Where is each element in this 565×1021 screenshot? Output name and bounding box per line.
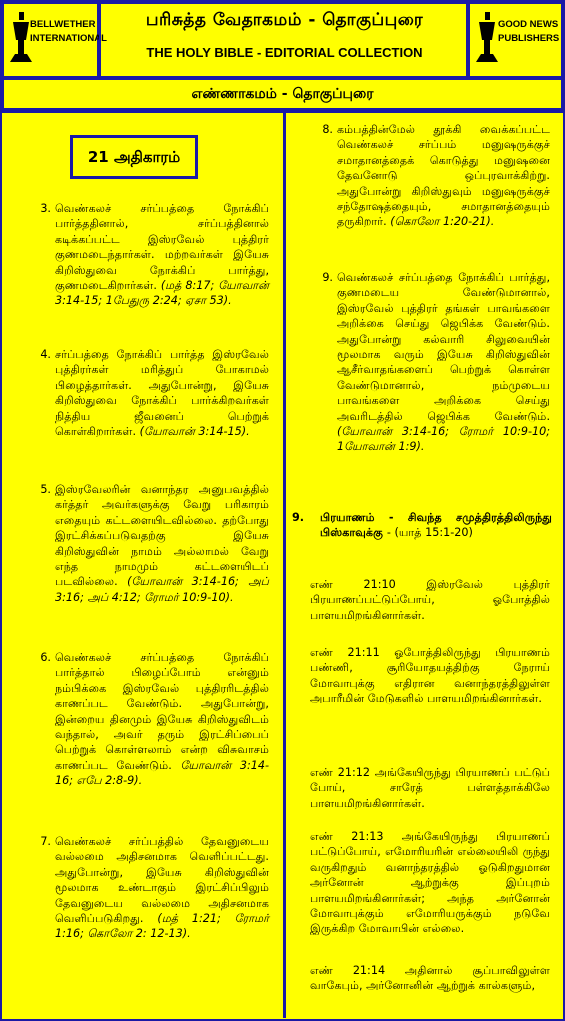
logo-right-text [498, 18, 559, 46]
point-8 [322, 122, 550, 230]
point-reference: (யோவான் 3:14-16; அப் 3:16; அப் 4:12; ரோமர் 10:9-10). [55, 575, 269, 604]
title-english: THE HOLY BIBLE - EDITORIAL COLLECTION [146, 45, 423, 60]
chapter-heading: 21 அதிகாரம் [70, 135, 198, 179]
left-column [2, 113, 286, 1018]
bellwether-logo [2, 2, 107, 78]
point-reference: (யோவான் 3:14-16; ரோமர் 10:9-10; 1யோவான் 1:9). [337, 425, 550, 454]
point-7 [40, 834, 269, 942]
point-text: வெண்கலச் சர்ப்பத்தை நோக்கிப் பார்த்தால் பிழைப்போம் என்னும் நம்பிக்கை இஸ்ரவேல் புத்திரரிடத்தில் காணப்பட வேண்டும். அதுபோன்று, இன்றைய தினமும் இயேசு கிறிஸ்துவிடம் வந்தால், அவர் தரும் இரட்சிப்பைப் பெற்றுக் கொள்ளலாம் என்ற விசுவாசம் காணப்பட வேண்டும். [55, 651, 269, 772]
point-5 [40, 482, 269, 605]
point-text: வெண்கலச் சர்ப்பத்தை நோக்கிப் பார்த்து, குணமடைய வேண்டுமானால், இஸ்ரவேல் புத்திரர் தங்கள் பாவங்களை அறிக்கை செய்து ஜெபிக்க வேண்டும். அதுபோன்று கல்வாரி சிலுவையின் மூலமாக வரும் இயேசு கிறிஸ்துவின் ஆசீர்வாதங்களைப் பெற்றுக் கொள்ள வேண்டுமானால், நம்முடைய பாவங்களை அறிக்கை செய்து அவரிடத்தில் ஜெபிக்க வேண்டும். [337, 271, 550, 423]
point-number: 3. [40, 202, 51, 215]
point-text: சர்ப்பத்தை நோக்கிப் பார்த்த இஸ்ரவேல் புத்திரர்கள் மரித்துப் போகாமல் பிழைத்தார்கள். அதுபோன்று, இயேசு கிறிஸ்துவை நோக்கிப் பார்க்கிறவர்கள் நித்திய ஜீவனைப் பெற்றுக் கொள்கிறார்கள். [55, 348, 269, 439]
journey-stop: எண் 21:12 அங்கேயிருந்து பிரயாணப் பட்டுப் போய், சாரேத் பள்ளத்தாக்கிலே பாளயமிறங்கினார்கள். [310, 766, 550, 810]
lamp-icon [474, 10, 500, 68]
journey-stop: எண் 21:13 அங்கேயிருந்து பிரயாணப் பட்டுப்போய், எமோரியரின் எல்லையிலி ருந்து வருகிறதும் வனாந்தரத்தில் ஓடுகிறதுமான அர்னோன் ஆற்றுக்கு இப்புறம் பாளயமிறங்கினார்கள்; அந்த அர்னோன் மோவாபுக்கும் எமோரியருக்கும் நடுவே இருக்கிற மோவாபின் எல்லை. [310, 830, 550, 936]
point-number: 7. [40, 835, 51, 848]
book-subtitle: எண்ணாகமம் - தொகுப்புரை [2, 78, 563, 110]
point-3 [40, 201, 269, 309]
point-reference: (மத் 1:21; ரோமர் 1:16; கொலோ 2: 12-13). [55, 912, 269, 941]
point-text: வெண்கலச் சர்ப்பத்தை நோக்கிப் பார்த்ததினால், சர்ப்பத்தினால் கடிக்கப்பட்ட இஸ்ரவேல் புத்திரர் குணமடைந்தார்கள். மற்றவர்கள் இயேசு கிறிஸ்துவை நோக்கிப் பார்த்து, குணமடைகிறார்கள். [55, 202, 269, 293]
point-reference: யோவான் 3:14-16; எபே 2:8-9). [55, 758, 270, 788]
journey-reference: - (யாத் 15:1-20) [386, 526, 473, 540]
journey-stop: எண் 21:10 இஸ்ரவேல் புத்திரர் பிரயாணப்பட்டுப்போய், ஓபோத்தில் பாளயமிறங்கினார்கள். [310, 578, 550, 622]
logo-left-line1: BELLWETHER [30, 19, 96, 30]
logo-right-line2: PUBLISHERS [498, 33, 560, 44]
journey-title: பிரயாணம் - சிவந்த சமுத்திரத்திலிருந்து பிஸ்காவுக்கு [320, 511, 552, 540]
title-box [99, 2, 470, 78]
good-news-logo [466, 2, 563, 78]
journey-stop: எண் 21:14 அதினால் சூப்பாவிலுள்ள வாகேபும், அர்னோனின் ஆற்றுக் கால்களும், [310, 964, 550, 993]
logo-left-text [30, 18, 107, 46]
journey-number: 9. [292, 511, 305, 524]
point-number: 8. [322, 123, 333, 136]
point-number: 6. [40, 651, 51, 664]
point-reference: (கொலோ 1:20-21). [390, 215, 495, 229]
point-text: கம்பத்தின்மேல் தூக்கி வைக்கப்பட்ட வெண்கலச் சர்ப்பம் மனுஷருக்குச் சமாதானத்தைக் கொடுத்து மனுஷனை தேவனோடு ஒப்புரவாக்கிற்று. அதுபோன்று கிறிஸ்துவும் மனுஷருக்குச் சந்தோஷத்தையும், சமாதானத்தையும் தருகிறார். [337, 123, 550, 229]
logo-right-line1: GOOD NEWS [498, 19, 559, 30]
title-tamil: பரிசுத்த வேதாகமம் - தொகுப்புரை [145, 10, 424, 30]
header [2, 2, 563, 76]
point-reference: (மத் 8:17; யோவான் 3:14-15; 1பேதுரு 2:24; ஏசா 53). [55, 279, 269, 308]
logo-left-line2: INTERNATIONAL [30, 33, 107, 44]
point-number: 4. [40, 348, 51, 361]
point-number: 9. [322, 271, 333, 284]
point-number: 5. [40, 483, 51, 496]
journey-stop: எண் 21:11 ஓபோத்திலிருந்து பிரயாணம் பண்ணி, சூரியோதயத்திற்கு நேராய் மோவாபுக்கு எதிரான வனாந்தரத்திலுள்ள அபாரீமின் மேடுகளில் பாளயமிறங்கினார்கள். [310, 646, 550, 706]
point-text: வெண்கலச் சர்ப்பத்தில் தேவனுடைய வல்லமை அதிசனமாக வெளிப்பட்டது. அதுபோன்று, இயேசு கிறிஸ்துவின் மூலமாக உண்டாகும் இரட்சிப்பிலும் தேவனுடைய வல்லமை அதிசனமாக வெளிப்படுகிறது. [55, 835, 269, 926]
point-9 [322, 270, 550, 455]
point-text: இஸ்ரவேலரின் வனாந்தர அனுபவத்தில் கர்த்தர் அவர்களுக்கு வேறு பரிகாரம் எதையும் கட்டளையிடவில்லை. தற்போது இரட்சிக்கப்படுவதற்கு இயேசு கிறிஸ்துவின் நாமம் அல்லாமல் வேறு எந்த நாமமும் கட்டளையிடப் படவில்லை. [55, 483, 269, 589]
point-4 [40, 347, 269, 439]
right-column [286, 113, 561, 1018]
journey-title-block [320, 510, 552, 541]
point-6 [40, 650, 270, 789]
point-reference: (யோவான் 3:14-15). [139, 425, 250, 439]
